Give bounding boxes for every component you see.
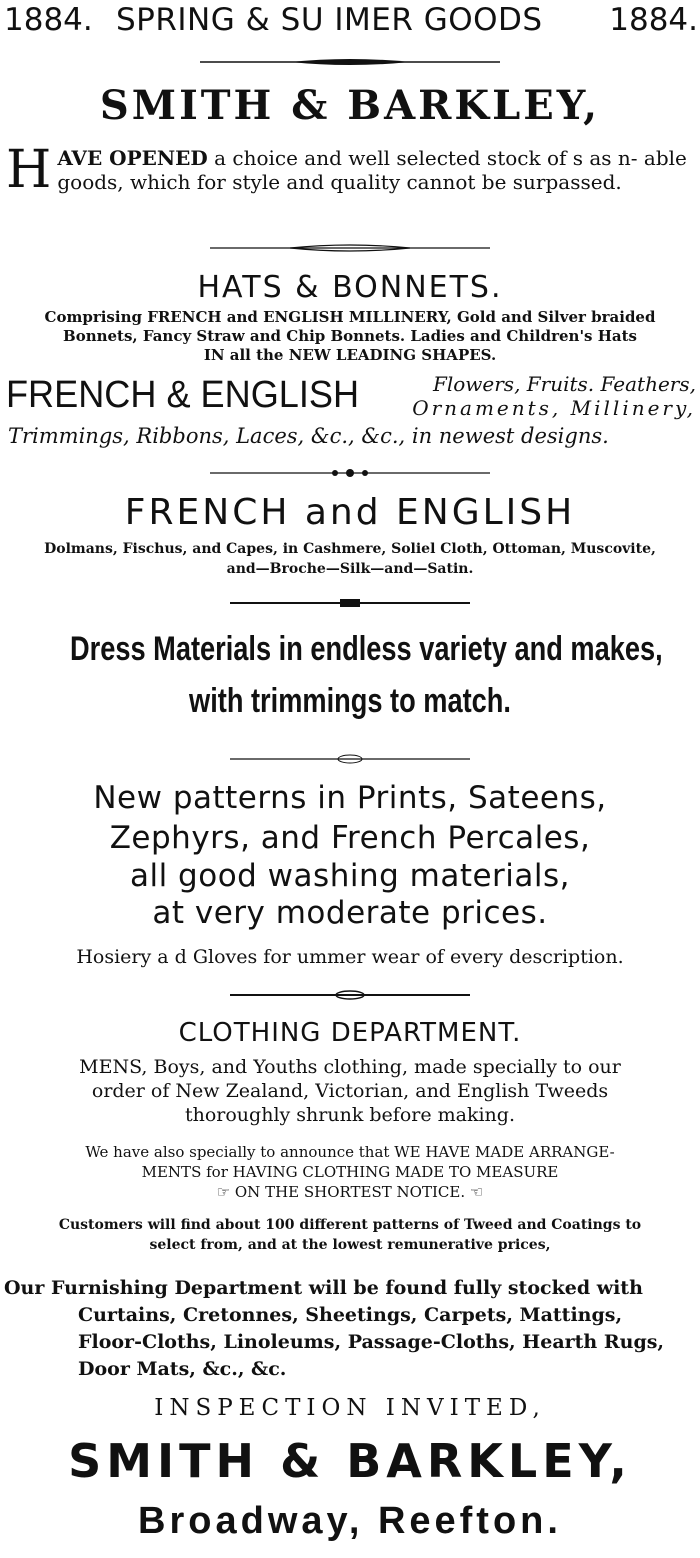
clothing-line-2: order of New Zealand, Victorian, and English Tweeds <box>91 1080 609 1102</box>
prints-line-1: New patterns in Prints, Sateens, <box>93 780 607 816</box>
arrangements-line-3: ON THE SHORTEST NOTICE. <box>234 1183 466 1201</box>
intro-paragraph <box>6 140 696 200</box>
customers-line-1: Customers will find about 100 different patterns of Tweed and Coatings to <box>58 1217 642 1233</box>
furnishing-line-4: Door Mats, &c., &c. <box>78 1358 287 1380</box>
hats-line-1: Comprising FRENCH and ENGLISH MILLINERY, Gold and Silver braided <box>44 308 656 326</box>
intro-text: a choice and well selected stock of s as n- able goods, which for style and quality cannot be surpassed. <box>57 146 687 194</box>
hats-line-2: Bonnets, Fancy Straw and Chip Bonnets. Ladies and Children's Hats <box>63 327 637 345</box>
ornament-rule <box>210 242 490 254</box>
french-english-right-2: Ornaments, Millinery, <box>412 396 696 420</box>
inspection-line: INSPECTION INVITED, <box>154 1395 546 1421</box>
intro-lead: AVE OPENED <box>57 146 208 170</box>
hosiery-line: Hosiery a d Gloves for ummer wear of every description. <box>76 946 624 968</box>
firm-name-bottom: SMITH & BARKLEY, <box>68 1434 632 1488</box>
drop-cap: H <box>6 140 52 200</box>
furnishing-line-2: Curtains, Cretonnes, Sheetings, Carpets, Mattings, <box>78 1304 623 1326</box>
address-line: Broadway, Reefton. <box>138 1500 562 1542</box>
year-left: 1884. <box>4 2 93 38</box>
dress-line-2: with trimmings to match. <box>189 682 511 720</box>
clothing-line-1: MENS, Boys, and Youths clothing, made specially to our <box>79 1056 621 1078</box>
firm-name-top: SMITH & BARKLEY, <box>99 82 601 129</box>
hats-heading: HATS & BONNETS. <box>197 270 503 305</box>
year-right: 1884. <box>609 2 698 38</box>
furnishing-line-3: Floor-Cloths, Linoleums, Passage-Cloths, Hearth Rugs, <box>78 1331 665 1353</box>
french-english-line-3: Trimmings, Ribbons, Laces, &c., &c., in newest designs. <box>8 424 609 448</box>
prints-line-3: all good washing materials, <box>129 858 571 894</box>
french-english-block <box>0 372 700 450</box>
ornament-rule <box>210 468 490 478</box>
ornament-rule <box>230 990 470 1000</box>
ornament-rule <box>230 754 470 764</box>
hats-line-3: IN all the NEW LEADING SHAPES. <box>203 346 497 364</box>
ornament-rule <box>230 598 470 608</box>
french-english-right-1: Flowers, Fruits. Feathers, <box>432 372 696 396</box>
arrangements-line-2: MENTS for HAVING CLOTHING MADE TO MEASURE <box>141 1163 559 1181</box>
customers-line-2: select from, and at the lowest remunerative prices, <box>149 1237 551 1253</box>
dolmans-heading: FRENCH and ENGLISH <box>124 492 576 533</box>
clothing-line-3: thoroughly shrunk before making. <box>184 1104 516 1126</box>
ornament-rule <box>200 56 500 68</box>
dolmans-line-1: Dolmans, Fischus, and Capes, in Cashmere, Soliel Cloth, Ottoman, Muscovite, <box>44 541 656 557</box>
clothing-heading: CLOTHING DEPARTMENT. <box>178 1018 522 1048</box>
french-english-big: FRENCH & ENGLISH <box>6 374 360 416</box>
prints-line-2: Zephyrs, and French Percales, <box>109 820 591 856</box>
pointing-hand-icon: ☞ <box>216 1183 235 1201</box>
dress-line-1: Dress Materials in endless variety and makes, <box>70 630 663 668</box>
header-line <box>0 2 700 42</box>
header-title: SPRING & SU IMER GOODS <box>116 2 543 38</box>
dolmans-line-2: and—Broche—Silk—and—Satin. <box>226 561 474 577</box>
arrangements-line-1: We have also specially to announce that WE HAVE MADE ARRANGE- <box>85 1143 615 1161</box>
arrangements-line-3-row <box>0 1183 700 1201</box>
prints-line-4: at very moderate prices. <box>152 895 548 931</box>
furnishing-line-1: Our Furnishing Department will be found fully stocked with <box>4 1277 643 1299</box>
pointing-hand-icon: ☜ <box>465 1183 484 1201</box>
